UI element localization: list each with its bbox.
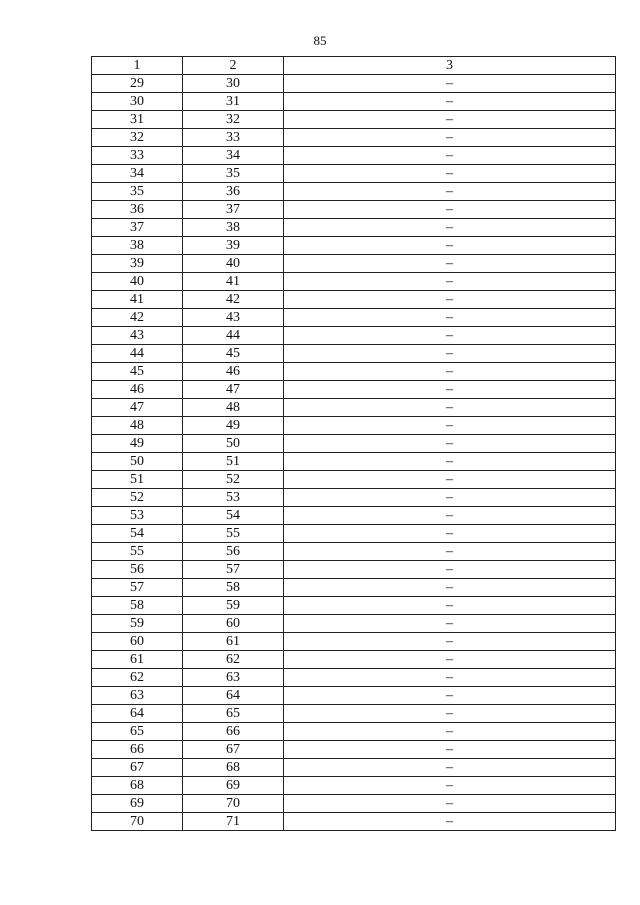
table-row [92, 309, 616, 327]
table-cell-col2: 69 [183, 777, 284, 795]
table-cell-col3: – [284, 453, 616, 471]
table-cell-col2: 56 [183, 543, 284, 561]
table-cell-col3: – [284, 111, 616, 129]
table-row [92, 435, 616, 453]
table-row [92, 777, 616, 795]
table-cell-col3: – [284, 309, 616, 327]
table-cell-col3: – [284, 633, 616, 651]
table-cell-col2: 65 [183, 705, 284, 723]
table-cell-col3: – [284, 615, 616, 633]
table-cell-col1: 29 [92, 75, 183, 93]
table-cell-col2: 57 [183, 561, 284, 579]
table-cell-col1: 40 [92, 273, 183, 291]
table-cell-col1: 53 [92, 507, 183, 525]
table-cell-col2: 30 [183, 75, 284, 93]
table-cell-col1: 55 [92, 543, 183, 561]
table-cell-col2: 68 [183, 759, 284, 777]
table-cell-col3: – [284, 399, 616, 417]
table-cell-col1: 38 [92, 237, 183, 255]
table-cell-col3: – [284, 561, 616, 579]
table-cell-col3: – [284, 381, 616, 399]
table-row [92, 111, 616, 129]
table-cell-col3: – [284, 795, 616, 813]
table-cell-col3: – [284, 201, 616, 219]
table-cell-col3: – [284, 273, 616, 291]
table-cell-col3: – [284, 327, 616, 345]
table-cell-col2: 43 [183, 309, 284, 327]
table-row [92, 453, 616, 471]
table-cell-col3: – [284, 93, 616, 111]
table-cell-col2: 49 [183, 417, 284, 435]
table-cell-col2: 45 [183, 345, 284, 363]
table-row [92, 183, 616, 201]
table-cell-col3: – [284, 651, 616, 669]
table-cell-col1: 34 [92, 165, 183, 183]
column-header-1: 1 [92, 57, 183, 75]
page-number: 85 [313, 33, 327, 48]
table-cell-col1: 63 [92, 687, 183, 705]
table-cell-col3: – [284, 741, 616, 759]
table-cell-col3: – [284, 705, 616, 723]
table-cell-col3: – [284, 687, 616, 705]
table-row [92, 687, 616, 705]
table-row [92, 543, 616, 561]
table-cell-col1: 33 [92, 147, 183, 165]
table-cell-col2: 37 [183, 201, 284, 219]
table-cell-col2: 33 [183, 129, 284, 147]
table-cell-col2: 71 [183, 813, 284, 831]
table-cell-col3: – [284, 237, 616, 255]
table-row [92, 129, 616, 147]
table-row [92, 291, 616, 309]
table-row [92, 255, 616, 273]
table-row [92, 219, 616, 237]
table-row [92, 597, 616, 615]
table-cell-col2: 42 [183, 291, 284, 309]
table-cell-col2: 35 [183, 165, 284, 183]
table-row [92, 363, 616, 381]
table-row [92, 669, 616, 687]
table-row [92, 705, 616, 723]
table-row [92, 561, 616, 579]
table-cell-col2: 70 [183, 795, 284, 813]
table-cell-col1: 50 [92, 453, 183, 471]
table-cell-col1: 37 [92, 219, 183, 237]
table-cell-col2: 47 [183, 381, 284, 399]
table-cell-col1: 51 [92, 471, 183, 489]
table-cell-col2: 36 [183, 183, 284, 201]
table-cell-col3: – [284, 183, 616, 201]
table-cell-col1: 43 [92, 327, 183, 345]
table-row [92, 93, 616, 111]
table-cell-col2: 54 [183, 507, 284, 525]
table-row [92, 489, 616, 507]
table-row [92, 399, 616, 417]
table-cell-col1: 46 [92, 381, 183, 399]
table-cell-col2: 41 [183, 273, 284, 291]
table-cell-col3: – [284, 219, 616, 237]
table-cell-col3: – [284, 165, 616, 183]
table-cell-col1: 30 [92, 93, 183, 111]
table-cell-col3: – [284, 147, 616, 165]
table-cell-col1: 41 [92, 291, 183, 309]
table-cell-col2: 38 [183, 219, 284, 237]
table-row [92, 327, 616, 345]
table-cell-col2: 59 [183, 597, 284, 615]
table-cell-col1: 56 [92, 561, 183, 579]
table-cell-col3: – [284, 597, 616, 615]
table-cell-col3: – [284, 813, 616, 831]
table-cell-col2: 46 [183, 363, 284, 381]
table-cell-col1: 45 [92, 363, 183, 381]
table-cell-col3: – [284, 75, 616, 93]
table-row [92, 345, 616, 363]
table-row [92, 813, 616, 831]
table-cell-col1: 39 [92, 255, 183, 273]
table-row [92, 381, 616, 399]
column-header-2: 2 [183, 57, 284, 75]
table-cell-col1: 54 [92, 525, 183, 543]
table-cell-col1: 57 [92, 579, 183, 597]
table-row [92, 651, 616, 669]
table-cell-col1: 36 [92, 201, 183, 219]
table-cell-col3: – [284, 579, 616, 597]
table-cell-col2: 44 [183, 327, 284, 345]
table-row [92, 273, 616, 291]
table-cell-col3: – [284, 723, 616, 741]
table-cell-col1: 62 [92, 669, 183, 687]
table-cell-col2: 31 [183, 93, 284, 111]
table-cell-col2: 55 [183, 525, 284, 543]
table-cell-col1: 48 [92, 417, 183, 435]
table-cell-col3: – [284, 507, 616, 525]
table-cell-col2: 50 [183, 435, 284, 453]
data-table [91, 56, 616, 831]
table-cell-col2: 64 [183, 687, 284, 705]
table-header [92, 57, 616, 75]
table-cell-col2: 67 [183, 741, 284, 759]
table-cell-col3: – [284, 669, 616, 687]
table-cell-col1: 60 [92, 633, 183, 651]
table-row [92, 759, 616, 777]
table-cell-col2: 48 [183, 399, 284, 417]
table-cell-col1: 59 [92, 615, 183, 633]
table-cell-col3: – [284, 543, 616, 561]
table-cell-col2: 52 [183, 471, 284, 489]
table-row [92, 723, 616, 741]
table-row [92, 417, 616, 435]
table-cell-col1: 47 [92, 399, 183, 417]
table-cell-col2: 58 [183, 579, 284, 597]
table-cell-col1: 70 [92, 813, 183, 831]
table-cell-col1: 67 [92, 759, 183, 777]
table-row [92, 579, 616, 597]
table-cell-col2: 39 [183, 237, 284, 255]
table-cell-col2: 32 [183, 111, 284, 129]
table-row [92, 795, 616, 813]
table-cell-col1: 44 [92, 345, 183, 363]
table-row [92, 525, 616, 543]
table-cell-col1: 65 [92, 723, 183, 741]
table-cell-col2: 61 [183, 633, 284, 651]
table-cell-col1: 42 [92, 309, 183, 327]
table-row [92, 633, 616, 651]
table-cell-col3: – [284, 417, 616, 435]
table-cell-col1: 52 [92, 489, 183, 507]
table-row [92, 147, 616, 165]
table-cell-col2: 62 [183, 651, 284, 669]
table-cell-col2: 63 [183, 669, 284, 687]
table-cell-col3: – [284, 471, 616, 489]
table-cell-col2: 66 [183, 723, 284, 741]
table-cell-col1: 69 [92, 795, 183, 813]
table-row [92, 75, 616, 93]
table-cell-col3: – [284, 759, 616, 777]
table-cell-col1: 68 [92, 777, 183, 795]
table-row [92, 471, 616, 489]
table-cell-col2: 53 [183, 489, 284, 507]
table-cell-col3: – [284, 129, 616, 147]
table-cell-col1: 35 [92, 183, 183, 201]
table-body [92, 75, 616, 831]
table-cell-col2: 51 [183, 453, 284, 471]
table-cell-col2: 60 [183, 615, 284, 633]
table-cell-col1: 64 [92, 705, 183, 723]
table-cell-col1: 49 [92, 435, 183, 453]
table-row [92, 741, 616, 759]
table-cell-col3: – [284, 489, 616, 507]
table-cell-col1: 32 [92, 129, 183, 147]
table-cell-col1: 66 [92, 741, 183, 759]
table-cell-col3: – [284, 255, 616, 273]
table-cell-col3: – [284, 345, 616, 363]
table-cell-col1: 58 [92, 597, 183, 615]
table-cell-col2: 40 [183, 255, 284, 273]
header-row [92, 57, 616, 75]
table-cell-col3: – [284, 777, 616, 795]
table-cell-col3: – [284, 435, 616, 453]
table-cell-col3: – [284, 525, 616, 543]
table-cell-col3: – [284, 363, 616, 381]
table-cell-col3: – [284, 291, 616, 309]
table-cell-col1: 31 [92, 111, 183, 129]
column-header-3: 3 [284, 57, 616, 75]
table-row [92, 201, 616, 219]
table-row [92, 615, 616, 633]
table-row [92, 237, 616, 255]
table-row [92, 507, 616, 525]
table-cell-col1: 61 [92, 651, 183, 669]
table-row [92, 165, 616, 183]
table-cell-col2: 34 [183, 147, 284, 165]
